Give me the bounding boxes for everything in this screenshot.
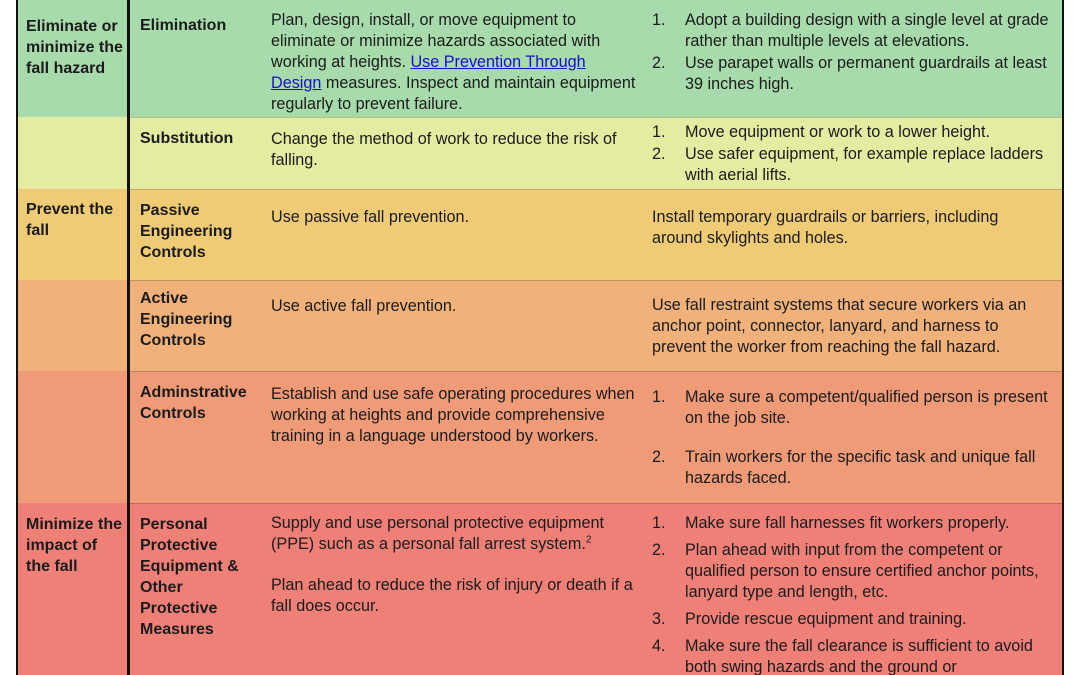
table-row-passive-engineering bbox=[18, 189, 1062, 280]
description-text: measures. Inspect and maintain equipment regularly to prevent failure. bbox=[271, 74, 636, 113]
control-cell: Elimination bbox=[140, 17, 227, 34]
table-row-active-engineering bbox=[18, 280, 1062, 371]
list-item: 3. Provide rescue equipment and training. bbox=[652, 610, 967, 628]
examples-cell bbox=[652, 122, 1052, 187]
list-item: 1. Move equipment or work to a lower height. bbox=[652, 123, 991, 141]
category-cell: Minimize the impact of the fall bbox=[26, 516, 123, 575]
list-item: 4. Make sure the fall clearance is sufficient to avoid both swing hazards and the ground or bbox=[652, 637, 1033, 675]
description-text: Plan, design, install, or move equipment to eliminate or minimize hazards associated with working at heights. bbox=[271, 11, 601, 71]
list-item: 2. Train workers for the specific task and unique fall hazards faced. bbox=[652, 448, 1036, 487]
description-cell: Use passive fall prevention. bbox=[271, 208, 469, 226]
description-text: Plan ahead to reduce the risk of injury or death if a fall does occur. bbox=[271, 576, 633, 615]
description-cell: Change the method of work to reduce the risk of falling. bbox=[271, 130, 617, 169]
table-row-elimination bbox=[18, 0, 1062, 117]
examples-cell bbox=[652, 513, 1052, 675]
control-cell: Active Engineering Controls bbox=[140, 290, 233, 349]
examples-cell: Use fall restraint systems that secure workers via an anchor point, connector, lanyard, and harness to prevent the worker from reaching the fall hazard. bbox=[652, 296, 1027, 356]
description-cell: Use active fall prevention. bbox=[271, 297, 457, 315]
control-cell: Passive Engineering Controls bbox=[140, 202, 233, 261]
description-cell bbox=[271, 513, 637, 617]
table-row-substitution bbox=[18, 117, 1062, 189]
description-cell bbox=[271, 10, 637, 115]
list-item: 1. Make sure a competent/qualified person is present on the job site. bbox=[652, 388, 1048, 427]
category-cell: Prevent the fall bbox=[26, 201, 114, 239]
examples-cell bbox=[652, 387, 1052, 490]
list-item: 2. Use safer equipment, for example replace ladders with aerial lifts. bbox=[652, 145, 1044, 184]
examples-cell bbox=[652, 10, 1052, 96]
list-item: 1. Adopt a building design with a single level at grade rather than multiple levels at elevations. bbox=[652, 11, 1049, 50]
control-cell: Substitution bbox=[140, 130, 234, 147]
hierarchy-of-controls-table bbox=[16, 0, 1064, 675]
list-item: 2. Use parapet walls or permanent guardrails at least 39 inches high. bbox=[652, 54, 1047, 93]
description-text: Supply and use personal protective equipment (PPE) such as a personal fall arrest system. bbox=[271, 514, 604, 553]
table-row-ppe bbox=[18, 503, 1062, 675]
list-item: 1. Make sure fall harnesses fit workers properly. bbox=[652, 514, 1010, 532]
control-cell: Personal Protective Equipment & Other Protective Measures bbox=[140, 516, 239, 638]
description-cell: Establish and use safe operating procedures when working at heights and provide comprehensive training in a language understood by workers. bbox=[271, 385, 635, 445]
examples-cell: Install temporary guardrails or barriers, including around skylights and holes. bbox=[652, 208, 999, 247]
control-cell: Adminstrative Controls bbox=[140, 384, 247, 422]
prevention-through-design-link[interactable]: Use Prevention Through Design bbox=[271, 53, 586, 92]
table-row-administrative bbox=[18, 371, 1062, 503]
footnote-marker: 2 bbox=[585, 534, 592, 546]
list-item: 2. Plan ahead with input from the competent or qualified person to ensure certified anchor points, lanyard type and length, etc. bbox=[652, 541, 1039, 601]
category-cell: Eliminate or minimize the fall hazard bbox=[26, 18, 123, 77]
